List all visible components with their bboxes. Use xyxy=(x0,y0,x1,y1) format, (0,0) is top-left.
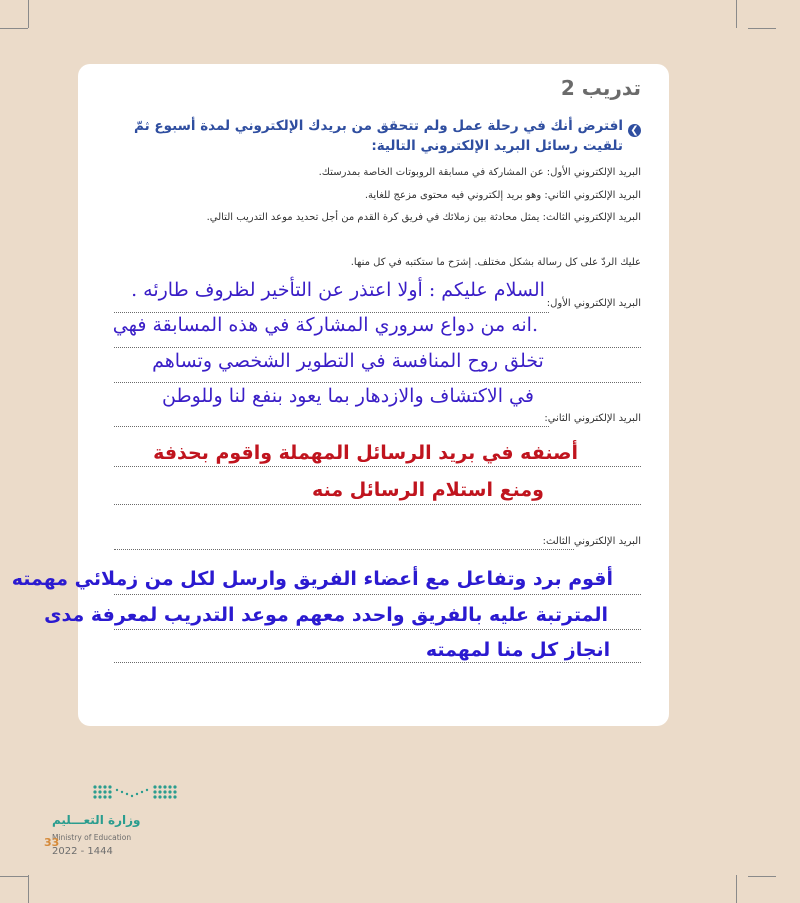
answer-line xyxy=(114,312,549,313)
answer-second-line-2: ومنع استلام الرسائل منه xyxy=(312,479,544,501)
crop-mark xyxy=(0,876,28,877)
email-desc-1: البريد الإلكتروني الأول: عن المشاركة في مسابقة الروبوتات الخاصة بمدرستك. xyxy=(318,167,641,178)
first-email-label: البريد الإلكتروني الأول: xyxy=(546,298,641,309)
crop-mark xyxy=(28,875,29,903)
answer-third-line-3: انجاز كل منا لمهمته xyxy=(425,639,611,661)
answer-line xyxy=(114,466,641,467)
answer-line xyxy=(114,504,641,505)
answer-third-line-2: المترتبة عليه بالفريق واحدد معهم موعد التدريب لمعرفة مدى xyxy=(44,604,608,626)
crop-mark xyxy=(736,0,737,28)
crop-mark xyxy=(748,876,776,877)
email-desc-2: البريد الإلكتروني الثاني: وهو بريد إلكتروني فيه محتوى مزعج للغاية. xyxy=(364,190,641,201)
answer-first-line-2: .انه من دواع سروري المشاركة في هذه المسابقة فهي xyxy=(112,314,538,336)
third-email-label: البريد الإلكتروني الثالث: xyxy=(542,536,641,547)
exercise-title: تدريب 2 xyxy=(560,76,641,100)
edition-year: 2022 - 1444 xyxy=(52,846,113,857)
answer-line xyxy=(114,549,574,550)
ministry-name-en: Ministry of Education xyxy=(52,833,132,842)
second-email-label-inline: البريد الإلكتروني الثاني: xyxy=(544,413,641,424)
ministry-logo-icon xyxy=(91,783,181,803)
answer-line xyxy=(114,629,641,630)
crop-mark xyxy=(748,28,776,29)
crop-mark xyxy=(28,0,29,28)
answer-line xyxy=(114,382,641,383)
answer-first-line-3: تخلق روح المنافسة في التطوير الشخصي وتساهم xyxy=(152,350,544,372)
question-text: افترض أنك في رحلة عمل ولم تتحقق من بريدك الإلكتروني لمدة أسبوع ثمّ تلقيت رسائل البريد الإلكتروني التالية: xyxy=(134,118,623,154)
instruction-text: عليك الردّ على كل رسالة بشكل مختلف. إشرَح ما ستكتبه في كل منها. xyxy=(350,257,641,268)
answer-first-line-4: في الاكتشاف والازدهار بما يعود بنفع لنا وللوطن xyxy=(162,385,534,407)
crop-mark xyxy=(0,28,28,29)
email-desc-3: البريد الإلكتروني الثالث: يمثل محادثة بين زملائك في فريق كرة القدم من أجل تحديد موعد التدريب التالي. xyxy=(206,212,641,223)
answer-line xyxy=(114,662,641,663)
exercise-card xyxy=(11,64,669,726)
answer-line xyxy=(114,426,549,427)
circle-arrow-icon: ❮ xyxy=(628,124,641,137)
answer-second-line-1: أصنفه في بريد الرسائل المهملة واقوم بحذفة xyxy=(153,442,578,464)
page-number: 33 xyxy=(44,836,60,849)
answer-first-line-1: السلام عليكم : أولا اعتذر عن التأخير لظروف طارئه . xyxy=(131,279,545,301)
answer-line xyxy=(114,347,641,348)
crop-mark xyxy=(736,875,737,903)
answer-third-line-1: أقوم برد وتفاعل مع أعضاء الفريق وارسل لكل من زملائي مهمته xyxy=(11,568,613,590)
ministry-name-ar: وزارة التعـــليم xyxy=(52,813,141,827)
answer-line xyxy=(114,594,641,595)
